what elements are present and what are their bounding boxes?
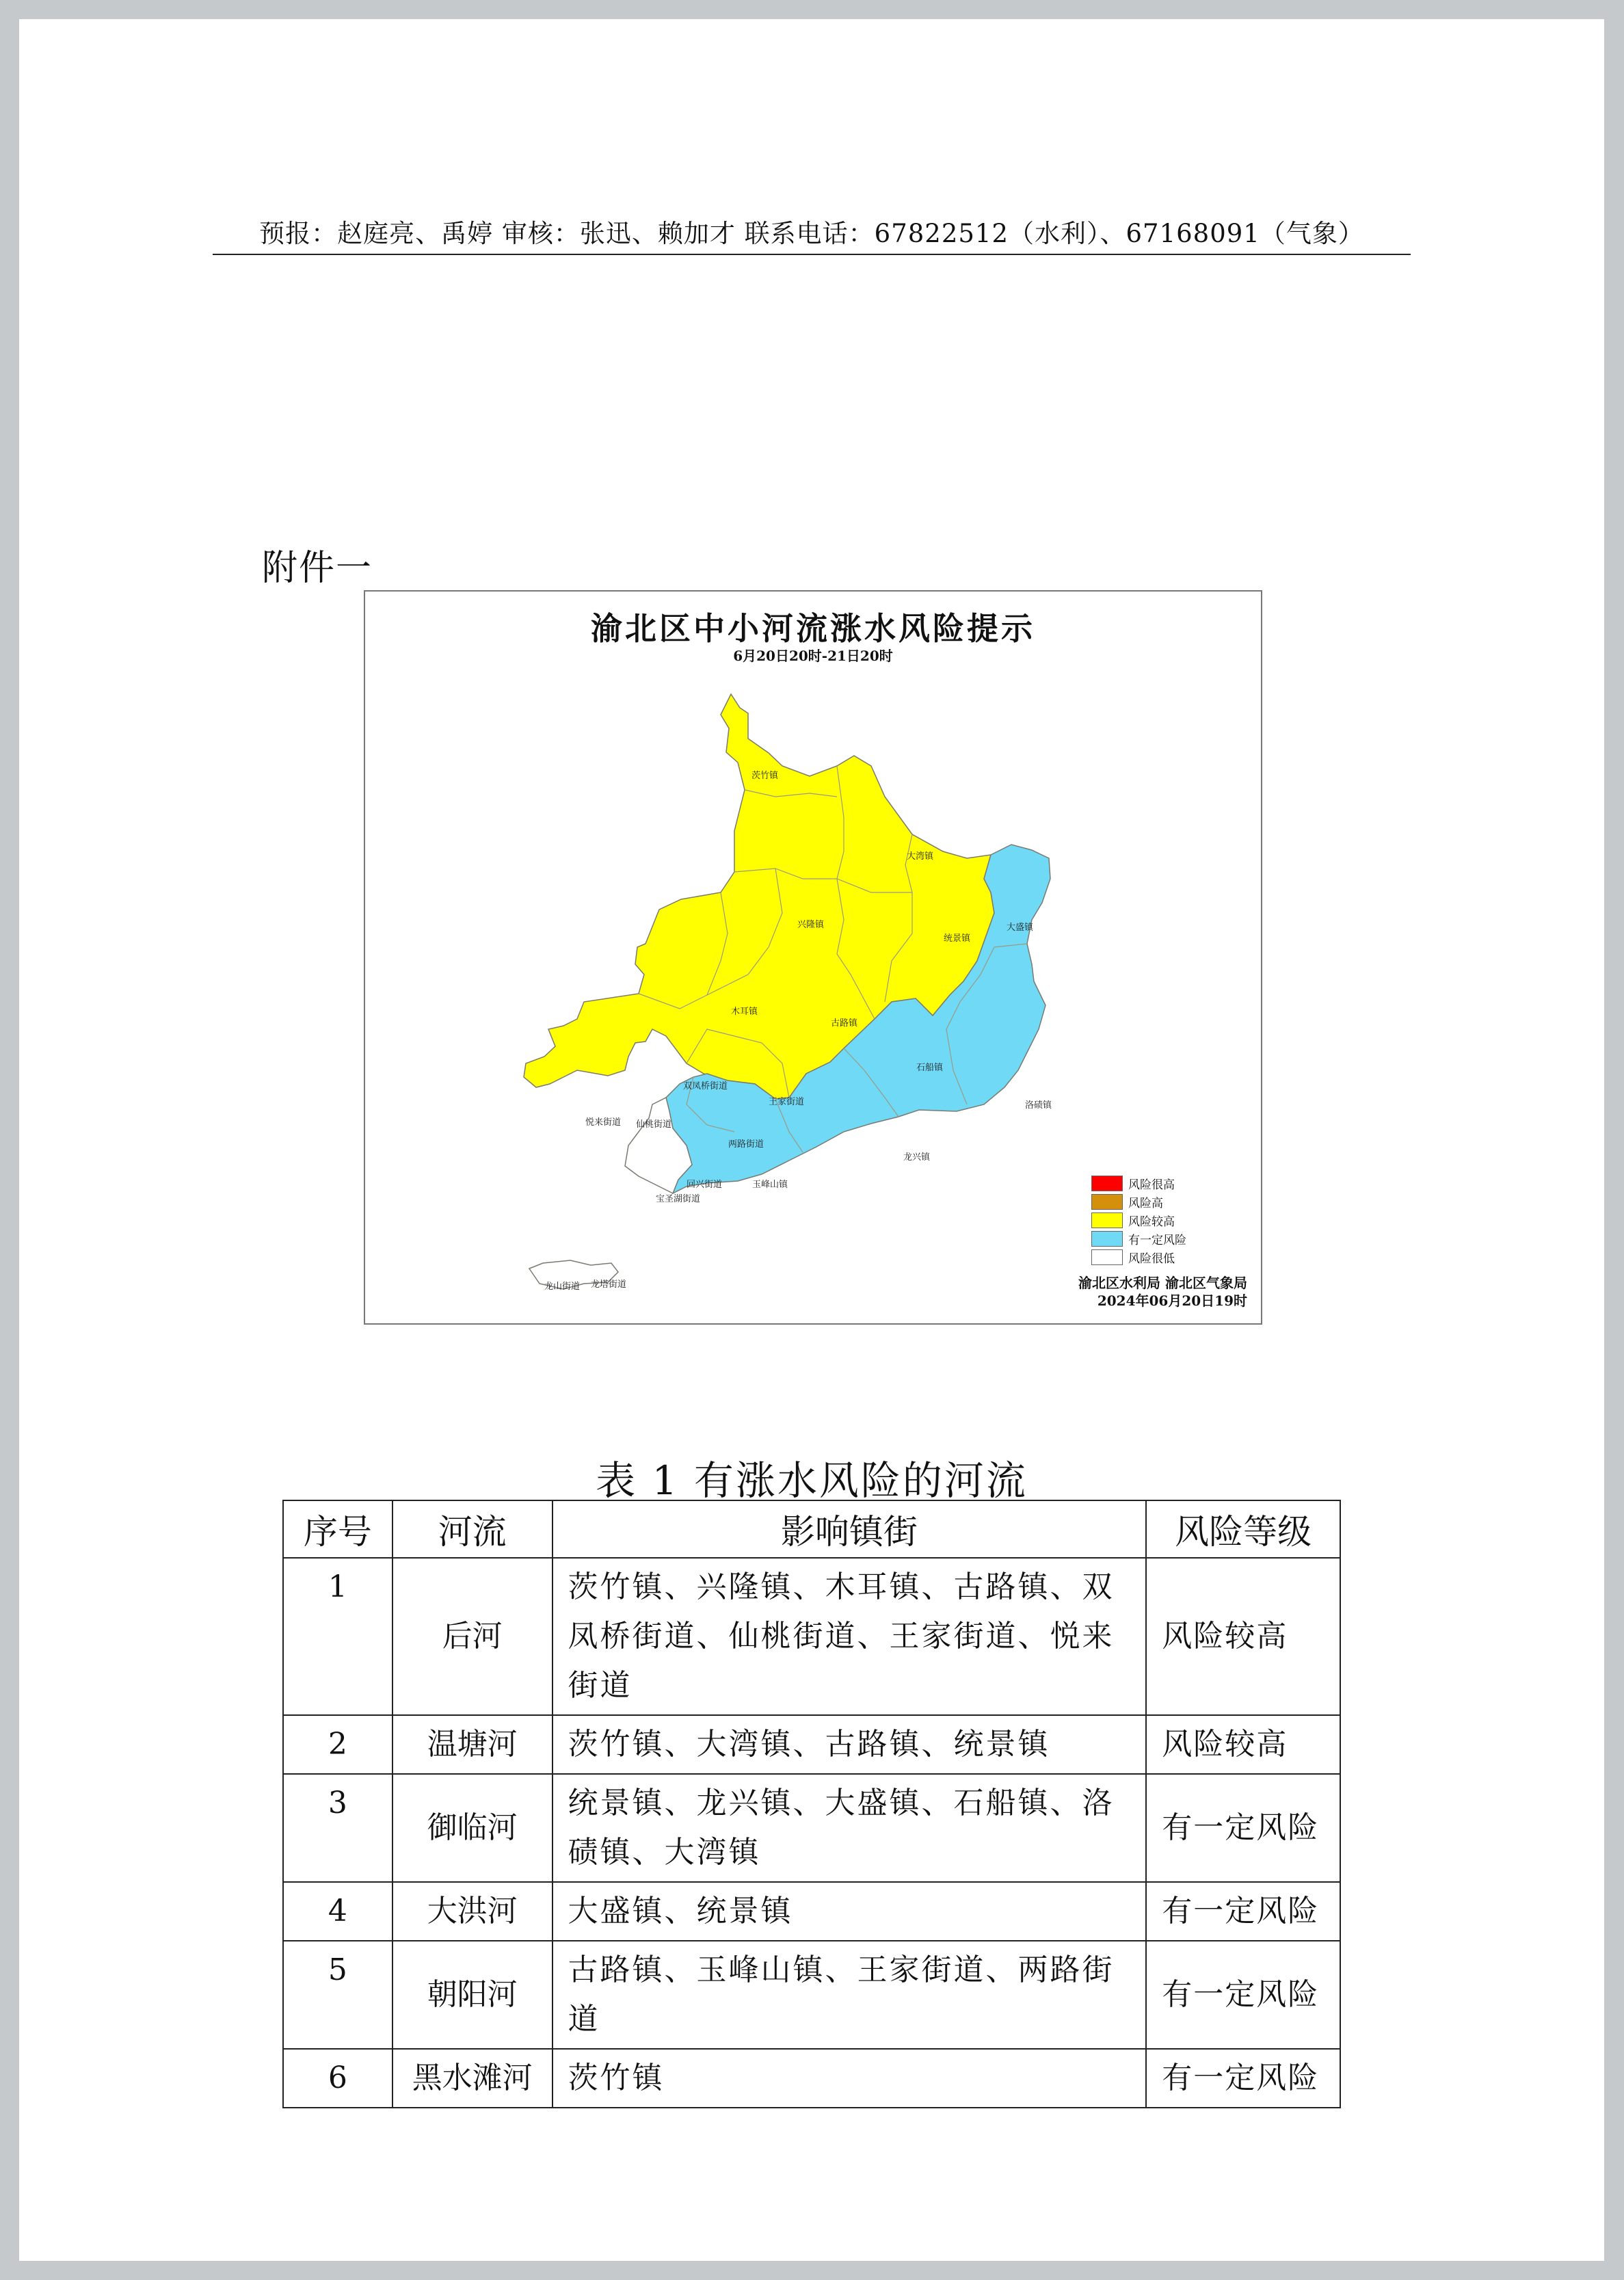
legend-label: 风险高 — [1128, 1197, 1163, 1210]
river-risk-table — [282, 1500, 1341, 2108]
header-no: 序号 — [283, 1500, 392, 1558]
legend-swatch — [1091, 1176, 1123, 1191]
cell-level: 风险较高 — [1146, 1558, 1340, 1715]
map-legend — [1091, 1174, 1186, 1267]
cell-level: 风险较高 — [1146, 1715, 1340, 1774]
legend-label: 风险很高 — [1128, 1178, 1175, 1192]
risk-map — [364, 590, 1262, 1325]
map-label-tongjing: 统景镇 — [944, 933, 971, 944]
map-label-dawan: 大湾镇 — [907, 851, 934, 862]
cell-river: 黑水滩河 — [392, 2049, 553, 2108]
map-label-yuelai: 悦来街道 — [585, 1117, 622, 1128]
map-label-xinglong: 兴隆镇 — [797, 920, 825, 930]
map-label-longta: 龙塔街道 — [591, 1280, 627, 1290]
legend-label: 风险较高 — [1128, 1215, 1175, 1229]
legend-item-very-high — [1091, 1174, 1186, 1193]
table-header-row — [283, 1500, 1340, 1558]
map-label-baoshenghu: 宝圣湖街道 — [656, 1194, 701, 1204]
cell-no: 2 — [283, 1715, 392, 1774]
table-row — [283, 1882, 1340, 1941]
map-credit-agencies: 渝北区水利局 渝北区气象局 — [1078, 1275, 1247, 1291]
header-river: 河流 — [392, 1500, 553, 1558]
attachment-label: 附件一 — [262, 548, 373, 589]
cell-river: 大洪河 — [392, 1882, 553, 1941]
header-level: 风险等级 — [1146, 1500, 1340, 1558]
table-row — [283, 2049, 1340, 2108]
table-row — [283, 1774, 1340, 1882]
cell-level: 有一定风险 — [1146, 1774, 1340, 1882]
legend-swatch — [1091, 1249, 1123, 1265]
map-label-shuangfengqiao: 双凤桥街道 — [683, 1081, 728, 1091]
legend-item-some-risk — [1091, 1230, 1186, 1248]
map-label-gulu: 古路镇 — [831, 1018, 858, 1029]
header-towns: 影响镇街 — [553, 1500, 1147, 1558]
map-label-wangjia: 王家街道 — [769, 1097, 805, 1107]
table-row — [283, 1941, 1340, 2049]
map-label-longxing: 龙兴镇 — [903, 1152, 931, 1163]
map-label-shichuan: 石船镇 — [916, 1063, 944, 1073]
cell-no: 1 — [283, 1558, 392, 1715]
cell-level: 有一定风险 — [1146, 1882, 1340, 1941]
cell-river: 后河 — [392, 1558, 553, 1715]
cell-level: 有一定风险 — [1146, 1941, 1340, 2049]
map-label-cizhu: 茨竹镇 — [751, 771, 779, 781]
legend-item-high — [1091, 1193, 1186, 1211]
cell-level: 有一定风险 — [1146, 2049, 1340, 2108]
cell-towns: 统景镇、龙兴镇、大盛镇、石船镇、洛碛镇、大湾镇 — [553, 1774, 1147, 1882]
cell-river: 朝阳河 — [392, 1941, 553, 2049]
map-label-xiantao: 仙桃街道 — [636, 1119, 672, 1130]
table-row — [283, 1715, 1340, 1774]
map-label-lianglu: 两路街道 — [728, 1139, 764, 1150]
cell-river: 御临河 — [392, 1774, 553, 1882]
document-page — [19, 19, 1604, 2261]
map-label-dasheng: 大盛镇 — [1007, 923, 1034, 933]
cell-towns: 茨竹镇、大湾镇、古路镇、统景镇 — [553, 1715, 1147, 1774]
legend-item-very-low — [1091, 1248, 1186, 1267]
map-label-muer: 木耳镇 — [731, 1007, 758, 1017]
map-title: 渝北区中小河流涨水风险提示 — [591, 610, 1035, 647]
cell-river: 温塘河 — [392, 1715, 553, 1774]
cell-no: 4 — [283, 1882, 392, 1941]
map-label-luoqi: 洛碛镇 — [1025, 1100, 1052, 1111]
map-credit-timestamp: 2024年06月20日19时 — [1097, 1293, 1247, 1309]
map-credit — [1049, 1274, 1247, 1310]
cell-towns: 大盛镇、统景镇 — [553, 1882, 1147, 1941]
legend-label: 有一定风险 — [1128, 1234, 1186, 1247]
cell-no: 5 — [283, 1941, 392, 2049]
legend-label: 风险很低 — [1128, 1252, 1175, 1266]
map-label-yufengshan: 玉峰山镇 — [752, 1180, 788, 1190]
table-title: 表 1 有涨水风险的河流 — [596, 1457, 1028, 1504]
legend-swatch — [1091, 1231, 1123, 1247]
legend-swatch — [1091, 1212, 1123, 1228]
legend-item-fairly-high — [1091, 1211, 1186, 1230]
legend-swatch — [1091, 1194, 1123, 1210]
cell-no: 3 — [283, 1774, 392, 1882]
map-label-huixing: 回兴街道 — [687, 1180, 723, 1190]
cell-towns: 茨竹镇、兴隆镇、木耳镇、古路镇、双凤桥街道、仙桃街道、王家街道、悦来街道 — [553, 1558, 1147, 1715]
contact-line: 预报：赵庭亮、禹婷 审核：张迅、赖加才 联系电话：67822512（水利）、67168091（气象） — [213, 213, 1411, 255]
cell-towns: 古路镇、玉峰山镇、王家街道、两路街道 — [553, 1941, 1147, 2049]
cell-no: 6 — [283, 2049, 392, 2108]
map-label-longshan: 龙山街道 — [544, 1282, 581, 1292]
table-row — [283, 1558, 1340, 1715]
map-subtitle: 6月20日20时-21日20时 — [733, 648, 893, 664]
cell-towns: 茨竹镇 — [553, 2049, 1147, 2108]
